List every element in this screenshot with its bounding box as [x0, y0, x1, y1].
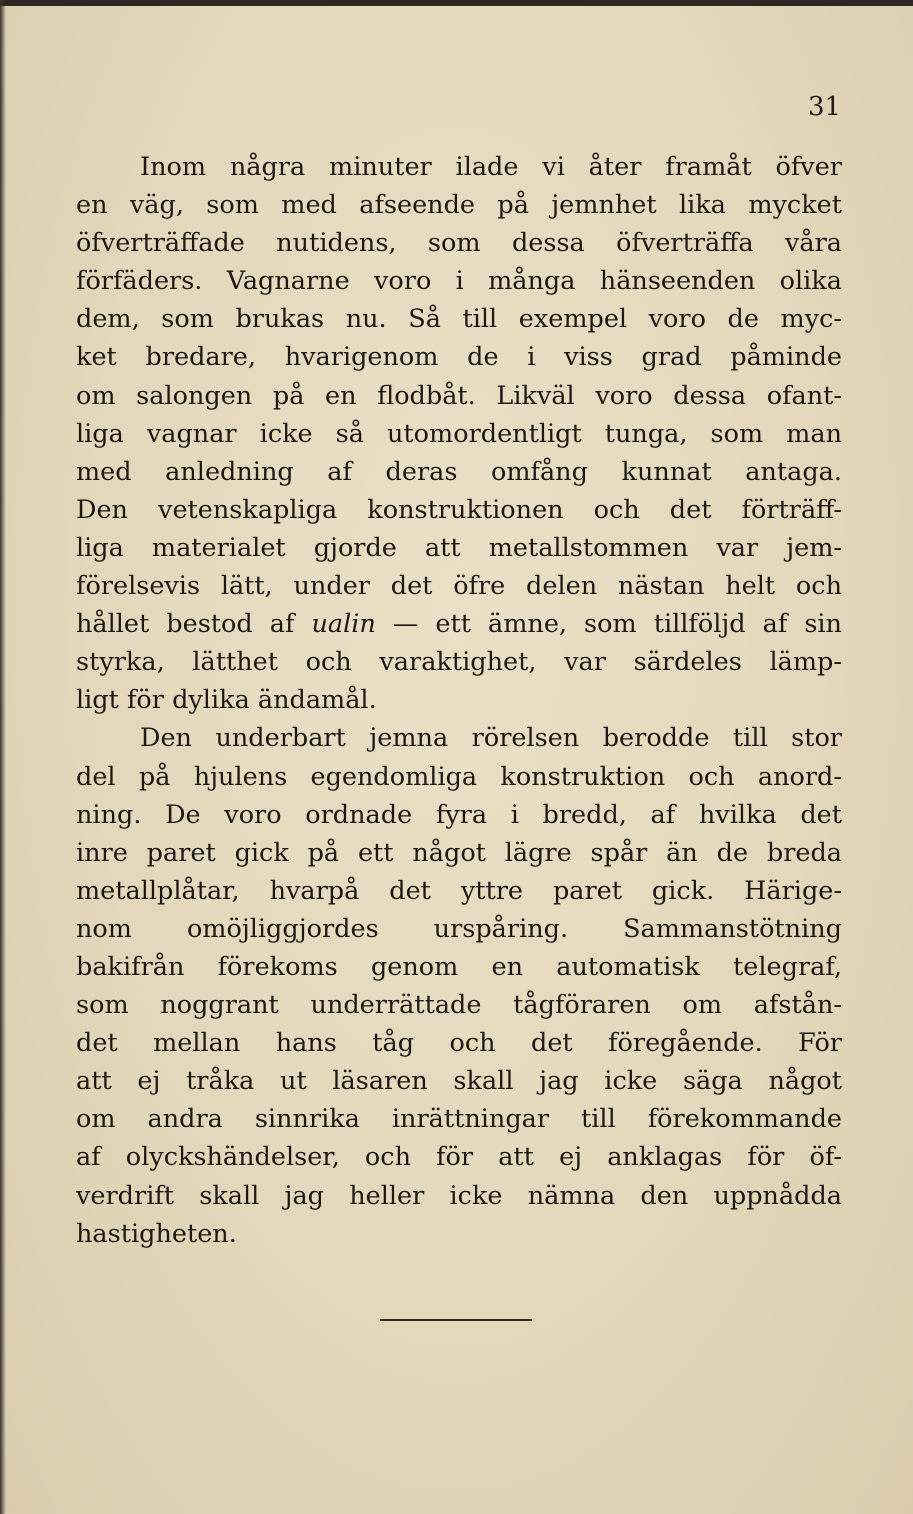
text-line: förelsevis lätt, under det öfre delen nästan helt och [76, 571, 842, 602]
text-line: del på hjulens egendomliga konstruktion och anord- [76, 761, 842, 792]
text-line: om salongen på en flodbåt. Likväl voro dessa ofant- [76, 380, 842, 411]
text-line [76, 605, 842, 643]
text-line: ket bredare, hvarigenom de i viss grad påminde [76, 342, 842, 373]
text-line: om andra sinnrika inrättningar till förekommande [76, 1104, 842, 1135]
text-line: dem, som brukas nu. Så till exempel voro de myc- [76, 304, 842, 335]
text-line: öfverträffade nutidens, som dessa öfverträffa våra [76, 228, 842, 259]
text-line: som noggrant underrättade tågföraren om afstån- [76, 990, 842, 1021]
page-left-edge [0, 0, 6, 1514]
italic-word: ualin [311, 609, 376, 640]
text-line: af olyckshändelser, och för att ej anklagas för öf- [76, 1142, 842, 1173]
text-line: Den vetenskapliga konstruktionen och det förträff- [76, 494, 842, 525]
text-line: det mellan hans tåg och det föregående. För [76, 1028, 842, 1059]
text-line: hastigheten. [76, 1218, 237, 1249]
text-line: ligt för dylika ändamål. [76, 685, 377, 716]
text-line: ning. De voro ordnade fyra i bredd, af hvilka det [76, 799, 842, 830]
text-line: verdrift skall jag heller icke nämna den uppnådda [76, 1180, 842, 1211]
text-line: att ej tråka ut läsaren skall jag icke säga något [76, 1066, 842, 1097]
text-line: styrka, lätthet och varaktighet, var särdeles lämp- [76, 647, 842, 678]
body-text [76, 148, 842, 1253]
text-line: Den underbart jemna rörelsen berodde till stor [140, 723, 842, 754]
text-line: Inom några minuter ilade vi åter framåt öfver [140, 152, 842, 182]
text-line: metallplåtar, hvarpå det yttre paret gick. Härige- [76, 875, 842, 906]
text-line: inre paret gick på ett något lägre spår än de breda [76, 837, 842, 868]
text-line: en väg, som med afseende på jemnhet lika mycket [76, 190, 842, 221]
text-run: hållet bestod af [76, 609, 312, 640]
text-line: nom omöjliggjordes urspåring. Sammanstötning [76, 913, 842, 944]
page-number: 31 [808, 92, 842, 122]
page-top-edge [0, 0, 913, 6]
text-line: bakifrån förekoms genom en automatisk telegraf, [76, 951, 842, 982]
text-line: med anledning af deras omfång kunnat antaga. [76, 456, 842, 487]
section-end-rule [380, 1319, 532, 1321]
text-run: — ett ämne, som tillföljd af sin [375, 609, 842, 640]
text-line: liga materialet gjorde att metallstommen var jem- [76, 532, 842, 563]
text-line: förfäders. Vagnarne voro i många hänseenden olika [76, 266, 842, 297]
text-line: liga vagnar icke så utomordentligt tunga, som man [76, 418, 842, 449]
